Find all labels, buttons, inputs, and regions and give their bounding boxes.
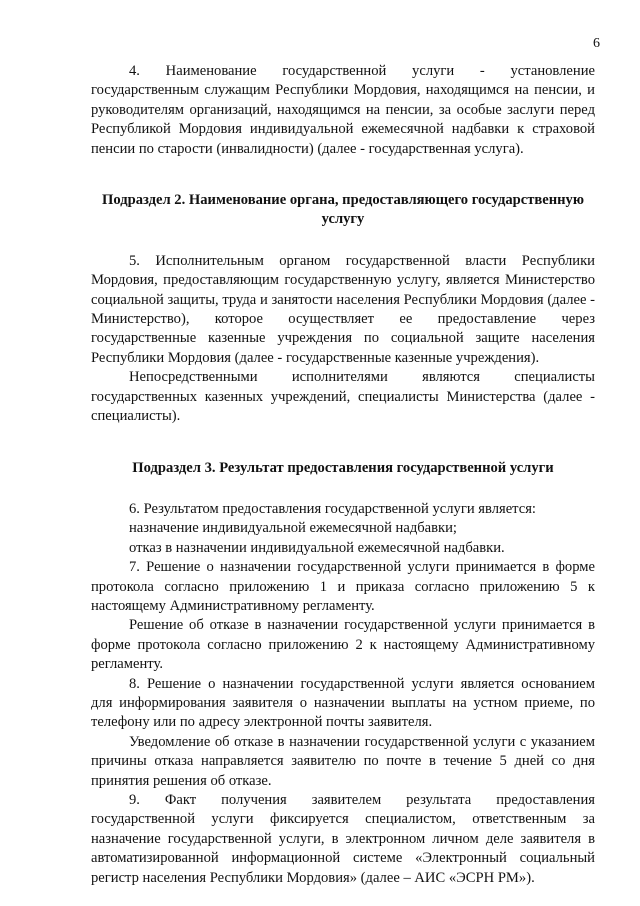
paragraph-6: 6. Результатом предоставления государственной услуги является: <box>129 500 536 517</box>
paragraph-5-executors: Непосредственными исполнителями являются специалисты государственных казенных учреждений, специалисты Министерства (далее - специалисты). <box>91 369 595 425</box>
paragraph-8-notice: Уведомление об отказе в назначении государственной услуги с указанием причины отказа направляется заявителю по почте в течение 5 дней со дня принятия решения об отказе. <box>91 733 595 789</box>
paragraph-6-item-1: назначение индивидуальной ежемесячной надбавки; <box>129 520 457 537</box>
page-number: 6 <box>593 36 600 51</box>
paragraph-7: 7. Решение о назначении государственной услуги принимается в форме протокола согласно приложению 1 и приказа согласно приложению 5 к настоящему Административному регламенту. <box>91 559 595 614</box>
paragraph-9: 9. Факт получения заявителем результата предоставления государственной услуги фиксируется специалистом, ответственным за назначение государственной услуги, в электронном личном деле заявителя в автоматизированной информационной системе «Электронный социальный регистр населения Республики Мордовия» (далее – АИС «ЭСРН РМ»). <box>91 792 595 886</box>
paragraph-4: 4. Наименование государственной услуги - установление государственным служащим Республики Мордовия, находящимся на пенсии, и руководителям организаций, находящимся на пенсии, за особые заслуги перед Республикой Мордовия индивидуальной ежемесячной надбавки к страховой пенсии по старости (инвалидности) (далее - государственная услуга). <box>91 63 595 157</box>
paragraph-6-item-2: отказ в назначении индивидуальной ежемесячной надбавки. <box>129 539 505 556</box>
subsection-3-heading: Подраздел 3. Результат предоставления государственной услуги <box>132 459 554 476</box>
paragraph-5: 5. Исполнительным органом государственной власти Республики Мордовия, предоставляющим государственную услугу, является Министерство социальной защиты, труда и занятости населения Республики Мордовия (далее - Министерство), которое осуществляет ее предоставление через государственные казенные учреждения по социальной защите населения Республики Мордовия (далее - государственные казенные учреждения). <box>91 252 595 366</box>
subsection-2-heading: Подраздел 2. Наименование органа, предоставляющего государственную услугу <box>101 192 585 228</box>
paragraph-8: 8. Решение о назначении государственной услуги является основанием для информирования заявителя о назначении выплаты на устном приеме, по телефону или по адресу электронной почты заявителя. <box>91 675 595 731</box>
document-body <box>91 62 595 888</box>
paragraph-7-refusal: Решение об отказе в назначении государственной услуги принимается в форме протокола согласно приложению 2 к настоящему Административному регламенту. <box>91 617 595 673</box>
